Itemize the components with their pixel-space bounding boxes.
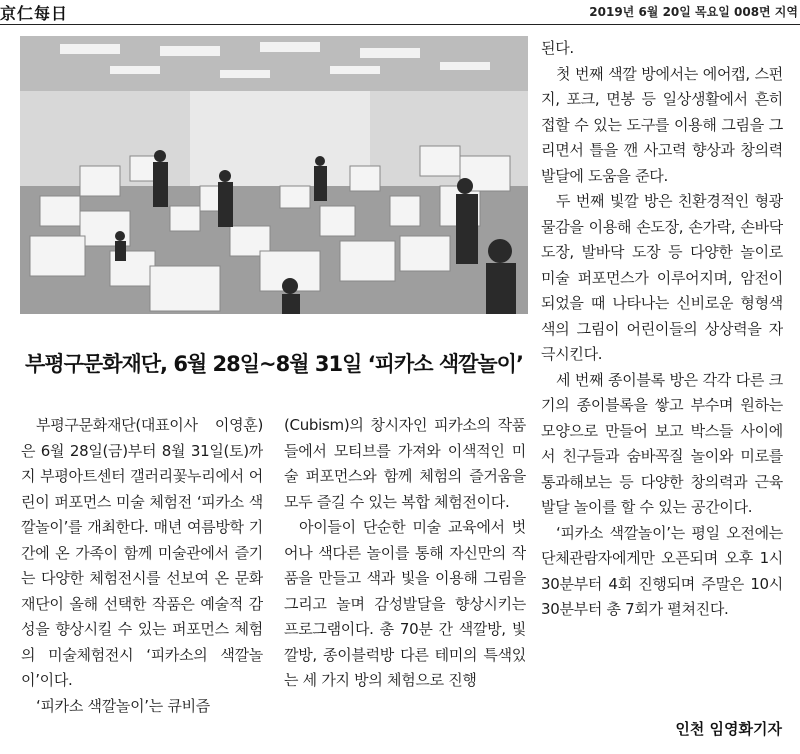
article-photo	[20, 36, 528, 314]
issue-date-line: 2019년 6월 20일 목요일 008면 지역	[589, 5, 798, 19]
article-paragraph: 세 번째 종이블록 방은 각각 다른 크기의 종이블록을 쌓고 부수며 원하는 모양으로 만들어 보고 박스들 사이에서 친구들과 숨바꼭질 놀이와 미로를 통과해보는 등 다양한 창의력과 근육 발달 놀이를 할 수 있는 공간이다.	[541, 370, 783, 516]
article-paragraph: 부평구문화재단(대표이사 이영훈)은 6월 28일(금)부터 8월 31일(토)까지 부평아트센터 갤러리꽃누리에서 어린이 퍼포먼스 미술 체험전 ‘피카소 색깔놀이’를 개최한다. 매년 여름방학 기간에 온 가족이 함께 미술관에서 즐기는 다양한 체험전시를 선보여 온 문화재단이 올해 선택한 작품은 예술적 감성을 향상시킬 수 있는 퍼포먼스 체험의 미술체험전시 ‘피카소의 색깔놀이’이다.	[21, 416, 263, 689]
article-column-1	[21, 413, 263, 751]
article-paragraph: 첫 번째 색깔 방에서는 에어캡, 스펀지, 포크, 면봉 등 일상생활에서 흔히 접할 수 있는 도구를 이용해 그림을 그리면서 틀을 깬 사고력 향상과 창의력 발달에 도움을 준다.	[541, 64, 783, 185]
masthead	[0, 0, 800, 25]
article-headline: 부평구문화재단, 6월 28일~8월 31일 ‘피카소 색깔놀이’	[25, 352, 523, 376]
article-paragraph: 아이들이 단순한 미술 교육에서 벗어나 색다른 놀이를 통해 자신만의 작품을 만들고 색과 빛을 이용해 그림을 그리고 놀며 감성발달을 향상시키는 프로그램이다. 총 70분 간 색깔방, 빛깔방, 종이블럭방 다른 테미의 특색있는 세 가지 방의 체험으로 진행	[284, 518, 526, 689]
newspaper-logo: 京仁每日	[0, 4, 69, 23]
article-column-2	[284, 413, 526, 751]
byline: 인천 임영화기자	[675, 720, 782, 738]
article-paragraph: ‘피카소 색깔놀이’는 큐비즘	[36, 696, 210, 715]
article-paragraph: 두 번째 빛깔 방은 친환경적인 형광물감을 이용해 손도장, 손가락, 손바닥 도장, 발바닥 도장 등 다양한 놀이로 미술 퍼포먼스가 이루어지며, 암전이 되었을 때 나타나는 신비로운 형형색색의 그림이 어린이들의 상상력을 자극시킨다.	[541, 192, 783, 363]
article-paragraph-continued: (Cubism)의 창시자인 피카소의 작품들에서 모티브를 가져와 이색적인 미술 퍼포먼스와 함께 체험의 즐거움을 모두 즐길 수 있는 복합 체험전이다.	[284, 416, 526, 511]
article-paragraph-continued: 된다.	[541, 39, 574, 57]
article-paragraph: ‘피카소 색깔놀이’는 평일 오전에는 단체관람자에게만 오픈되며 오후 1시 30분부터 4회 진행되며 주말은 10시 30분부터 총 7회가 펼쳐진다.	[541, 523, 783, 618]
article-column-3	[541, 36, 783, 706]
